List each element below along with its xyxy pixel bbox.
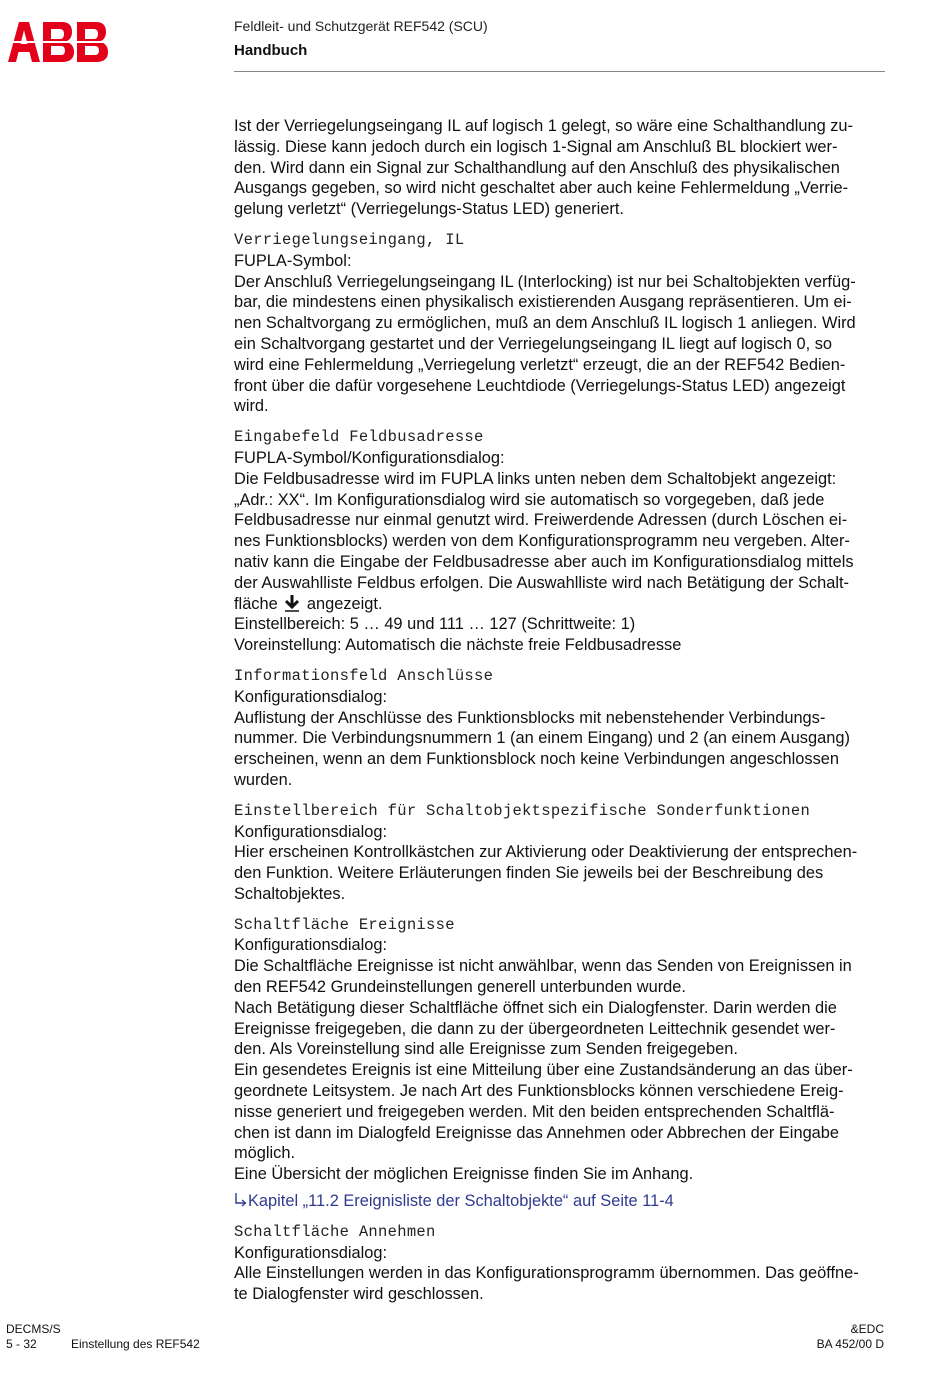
text-line: „Adr.: XX“. Im Konfigurationsdialog wird sie automatisch so vorgegeben, daß jede [234, 490, 825, 509]
section-subheading: Konfigurationsdialog: [234, 936, 388, 955]
text-line: nativ kann die Eingabe der Feldbusadresse aber auch im Konfigurationsdialog mittels [234, 552, 854, 571]
text-line: nummer. Die Verbindungsnummern 1 (an einem Eingang) und 2 (an einem Ausgang) [234, 729, 850, 748]
setting-range: Einstellbereich: 5 … 49 und 111 … 127 (Schrittweite: 1) [234, 615, 636, 634]
text-line: nisse generiert und freigegeben werden. Mit den beiden entsprechenden Schaltflä- [234, 1102, 835, 1121]
text-line: gelung verletzt“ (Verriegelungs-Status LED) generiert. [234, 200, 624, 219]
intro-paragraph [234, 116, 886, 220]
text-line: erscheinen, wenn an dem Funktionsblock noch keine Verbindungen angeschlossen [234, 750, 840, 769]
document-number: BA 452/00 D [816, 1337, 884, 1351]
text-line: Der Anschluß Verriegelungseingang IL (Interlocking) ist nur bei Schaltobjekten verfüg- [234, 272, 856, 291]
text-line: Ist der Verriegelungseingang IL auf logisch 1 gelegt, so wäre eine Schalthandlung zu- [234, 117, 854, 135]
text-line: Nach Betätigung dieser Schaltfläche öffnet sich ein Dialogfenster. Darin werden die [234, 998, 837, 1017]
section-heading: Eingabefeld Feldbusadresse [234, 428, 484, 447]
section-subheading: Konfigurationsdialog: [234, 687, 388, 706]
footer-code: &EDC [850, 1322, 884, 1336]
text-line: Schaltobjektes. [234, 884, 346, 903]
document-subtitle: Feldleit- und Schutzgerät REF542 (SCU) [234, 18, 488, 34]
text-line: Alle Einstellungen werden in das Konfigurationsprogramm übernommen. Das geöffne- [234, 1264, 859, 1283]
cross-reference-icon [234, 1192, 248, 1208]
text-line: den REF542 Grundeinstellungen generell unterbunden wurde. [234, 978, 686, 997]
text-line: bar, die mindestens einen physikalisch existierenden Ausgang repräsentieren. Um ei- [234, 293, 852, 312]
text-line: nen Schaltvorgang zu ermöglichen, muß an dem Anschluß IL logisch 1 anliegen. Wird [234, 314, 856, 333]
section-heading: Informationsfeld Anschlüsse [234, 666, 494, 685]
footer-chapter: Einstellung des REF542 [71, 1337, 200, 1351]
text-line: Feldbusadresse nur einmal genutzt wird. Freiwerdende Adressen (durch Löschen ei- [234, 511, 848, 530]
text-line: Die Feldbusadresse wird im FUPLA links unten neben dem Schaltobjekt angezeigt: [234, 469, 837, 488]
text-line: Eine Übersicht der möglichen Ereignisse finden Sie im Anhang. [234, 1165, 694, 1184]
text-line: Die Schaltfläche Ereignisse ist nicht anwählbar, wenn das Senden von Ereignissen in [234, 957, 852, 976]
header-divider [234, 71, 885, 72]
section-events-button [234, 915, 886, 1212]
section-subheading: Konfigurationsdialog: [234, 822, 388, 841]
text-line: Ein gesendetes Ereignis ist eine Mitteilung über eine Zustandsänderung an das über- [234, 1061, 853, 1080]
text-fragment: angezeigt. [306, 594, 383, 613]
section-heading: Schaltfläche Annehmen [234, 1222, 436, 1241]
section-connections [234, 666, 886, 791]
document-title: Handbuch [234, 42, 308, 59]
section-heading: Schaltfläche Ereignisse [234, 915, 455, 934]
text-line: ein Schaltvorgang gestartet und der Verriegelungseingang IL liegt auf logisch 0, so [234, 334, 833, 353]
section-heading: Einstellbereich für Schaltobjektspezifische Sonderfunktionen [234, 801, 811, 820]
cross-reference[interactable] [234, 1191, 886, 1212]
text-line: wird. [234, 397, 269, 416]
text-line: chen ist dann im Dialogfeld Ereignisse das Annehmen oder Abbrechen der Eingabe [234, 1123, 840, 1142]
section-heading: Verriegelungseingang, IL [234, 230, 465, 249]
section-subheading: Konfigurationsdialog: [234, 1243, 388, 1262]
section-interlocking [234, 230, 886, 417]
default-setting: Voreinstellung: Automatisch die nächste freie Feldbusadresse [234, 636, 682, 655]
text-line: wurden. [234, 770, 293, 789]
text-line: geordnete Leitsystem. Je nach Art des Funktionsblocks können verschiedene Ereig- [234, 1082, 844, 1101]
section-subheading: FUPLA-Symbol: [234, 251, 352, 270]
section-fieldbus-address [234, 427, 886, 656]
text-line-with-icon [234, 594, 886, 615]
text-line: front über die dafür vorgesehene Leuchtdiode (Verriegelungs-Status LED) angezeigt [234, 376, 846, 395]
page-content [234, 116, 886, 1305]
text-line: Ausgangs gegeben, so wird nicht geschaltet aber auch keine Fehlermeldung „Verrie- [234, 179, 849, 198]
section-subheading: FUPLA-Symbol/Konfigurationsdialog: [234, 448, 505, 467]
text-line: den. Als Voreinstellung sind alle Ereignisse zum Senden freigegeben. [234, 1040, 738, 1059]
text-line: Hier erscheinen Kontrollkästchen zur Aktivierung oder Deaktivierung der entsprechen- [234, 843, 858, 862]
text-line: wird eine Fehlermeldung „Verriegelung verletzt“ erzeugt, die an der REF542 Bedien- [234, 355, 846, 374]
text-line: lässig. Diese kann jedoch durch ein logisch 1-Signal am Anschluß BL blockiert wer- [234, 137, 838, 156]
section-accept-button [234, 1222, 886, 1305]
text-line: te Dialogfenster wird geschlossen. [234, 1285, 484, 1304]
arrow-down-icon [284, 594, 300, 612]
text-line: möglich. [234, 1144, 296, 1163]
footer-department: DECMS/S [6, 1322, 61, 1336]
text-line: der Auswahlliste Feldbus erfolgen. Die Auswahlliste wird nach Betätigung der Schalt- [234, 573, 849, 592]
page-number: 5 - 32 [6, 1337, 37, 1351]
text-fragment: fläche [234, 594, 278, 613]
text-line: Ereignisse freigegeben, die dann zu der übergeordneten Leittechnik gesendet wer- [234, 1019, 836, 1038]
text-line: Auflistung der Anschlüsse des Funktionsblocks mit nebenstehender Verbindungs- [234, 708, 826, 727]
section-special-functions [234, 801, 886, 905]
text-line: den Funktion. Weitere Erläuterungen finden Sie jeweils bei der Beschreibung des [234, 864, 824, 883]
text-line: nes Funktionsblocks) werden von dem Konfigurationsprogramm neu vergeben. Alter- [234, 532, 850, 551]
cross-reference-link[interactable]: Kapitel „11.2 Ereignisliste der Schaltobjekte“ auf Seite 11-4 [248, 1192, 674, 1211]
abb-logo [8, 22, 108, 62]
text-line: den. Wird dann ein Signal zur Schalthandlung auf den Anschluß des physikalischen [234, 158, 840, 177]
